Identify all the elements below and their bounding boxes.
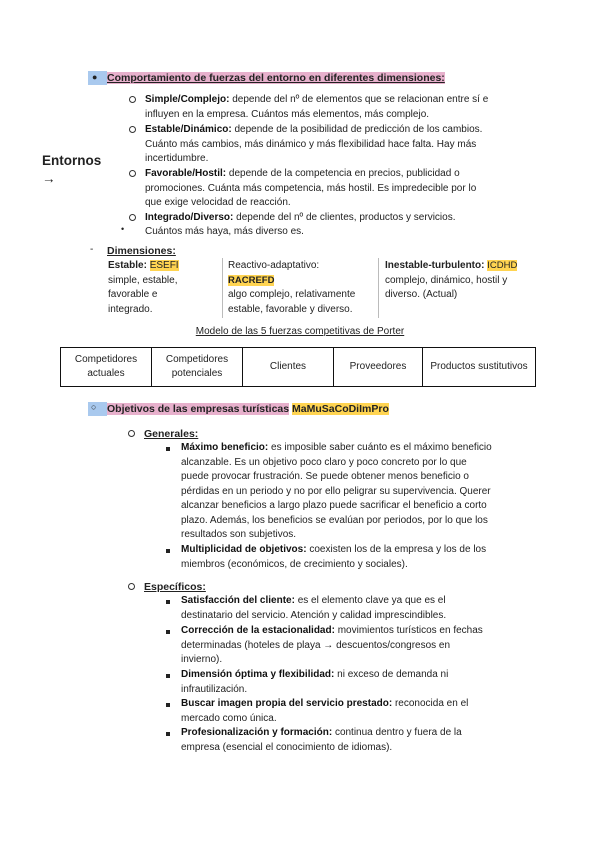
specific-item-imagen: Buscar imagen propia del servicio prestado: reconocida en el mercado como única. xyxy=(181,698,469,724)
circle-bullet-icon xyxy=(128,430,135,437)
square-bullet-icon xyxy=(166,549,170,553)
section1-bullet: ● xyxy=(92,72,98,82)
porter-cell: Clientes xyxy=(243,348,334,387)
circle-bullet-icon xyxy=(128,583,135,590)
dimensions-heading: Dimensiones: xyxy=(107,245,176,257)
circle-bullet-icon xyxy=(129,170,136,177)
circle-bullet-icon xyxy=(129,96,136,103)
section1-heading-highlight-left xyxy=(88,71,107,85)
entornos-arrow: → xyxy=(42,171,56,186)
tag-esefi: ESEFI xyxy=(149,260,179,271)
especificos-heading: Específicos: xyxy=(144,581,206,593)
env-item-integrado: Integrado/Diverso: depende del nº de clientes, productos y servicios. xyxy=(145,212,456,223)
general-item-maximo: Máximo beneficio: es imposible saber cuánto es el máximo beneficio alcanzable. Es un objetivo poco claro y poco concreto por lo que puede provocar frustración. Se puede obtener menos beneficio o pérdidas en un periodo y no por ello peligrar su supervivencia. Querer alcanzar beneficios a largo plazo puede sacrificar el beneficio a corto plazo. Además, los beneficios se evalúan por periodos, por lo que los resultados son subjetivos. xyxy=(181,442,492,540)
env-item-favorable: Favorable/Hostil: depende de la competencia en precios, publicidad o promociones. Cuánta más competencia, más hostil. Es impredecible por lo que exige velocidad de reacción. xyxy=(145,168,477,208)
section2-heading: Objetivos de las empresas turísticas MaMuSaCoDiImPro xyxy=(107,403,389,415)
column-divider xyxy=(378,258,379,318)
specific-item-satisfaccion: Satisfacción del cliente: es el elemento clave ya que es el destinatario del servicio. Atención y calidad imprescindibles. xyxy=(181,595,447,621)
tag-icdhd: ICDHD xyxy=(487,260,518,271)
specific-item-estacionalidad: Corrección de la estacionalidad: movimientos turísticos en fechas determinadas (hoteles de playa → descuentos/congresos en invierno). xyxy=(181,625,483,665)
env-item-simple: Simple/Complejo: depende del nº de elementos que se relacionan entre sí e influyen en la empresa. Cuántos más elementos, más complejo. xyxy=(145,94,489,120)
specific-item-profesionalizacion: Profesionalización y formación: continua dentro y fuera de la empresa (esencial el conocimiento de idiomas). xyxy=(181,727,462,753)
specific-item-dimension: Dimensión óptima y flexibilidad: ni exceso de demanda ni infrautilización. xyxy=(181,669,449,695)
section2-bullet: ○ xyxy=(91,402,97,412)
porter-cell: Proveedores xyxy=(334,348,423,387)
tag-mamusacodiimpro: MaMuSaCoDiImPro xyxy=(292,403,389,415)
square-bullet-icon xyxy=(166,600,170,604)
square-bullet-icon xyxy=(166,447,170,451)
small-bullet-icon: • xyxy=(121,224,125,234)
entornos-label: Entornos → xyxy=(42,153,102,186)
section1-heading: Comportamiento de fuerzas del entorno en diferentes dimensiones: xyxy=(107,72,445,84)
circle-bullet-icon xyxy=(129,214,136,221)
square-bullet-icon xyxy=(166,703,170,707)
porter-cell: Competidores potenciales xyxy=(152,348,243,387)
porter-cell: Competidores actuales xyxy=(61,348,152,387)
dimension-estable: Estable: ESEFI simple, estable, favorable e integrado. xyxy=(108,260,179,315)
porter-caption: Modelo de las 5 fuerzas competitivas de Porter xyxy=(195,326,405,337)
dash-bullet: - xyxy=(90,244,94,255)
porter-cell: Productos sustitutivos xyxy=(423,348,536,387)
general-item-multiplicidad: Multiplicidad de objetivos: coexisten los de la empresa y los de los miembros (económicos, de crecimiento y sociales). xyxy=(181,544,487,570)
generales-heading: Generales: xyxy=(144,428,199,440)
column-divider xyxy=(222,258,223,318)
circle-bullet-icon xyxy=(129,126,136,133)
dimension-inestable: Inestable-turbulento: ICDHD complejo, dinámico, hostil y diverso. (Actual) xyxy=(385,260,518,300)
env-extra-line: Cuántos más haya, más diverso es. xyxy=(145,226,304,237)
square-bullet-icon xyxy=(166,732,170,736)
square-bullet-icon xyxy=(166,674,170,678)
env-item-estable: Estable/Dinámico: depende de la posibilidad de predicción de los cambios. Cuánto más cambios, más dinámico y más flexibilidad hace falta. Hay más incertidumbre. xyxy=(145,124,483,164)
tag-racrefd: RACREFD xyxy=(228,274,275,286)
porter-table xyxy=(60,347,536,387)
dimension-reactivo: Reactivo-adaptativo: RACREFD algo complejo, relativamente estable, favorable y diverso. xyxy=(228,260,356,315)
square-bullet-icon xyxy=(166,630,170,634)
